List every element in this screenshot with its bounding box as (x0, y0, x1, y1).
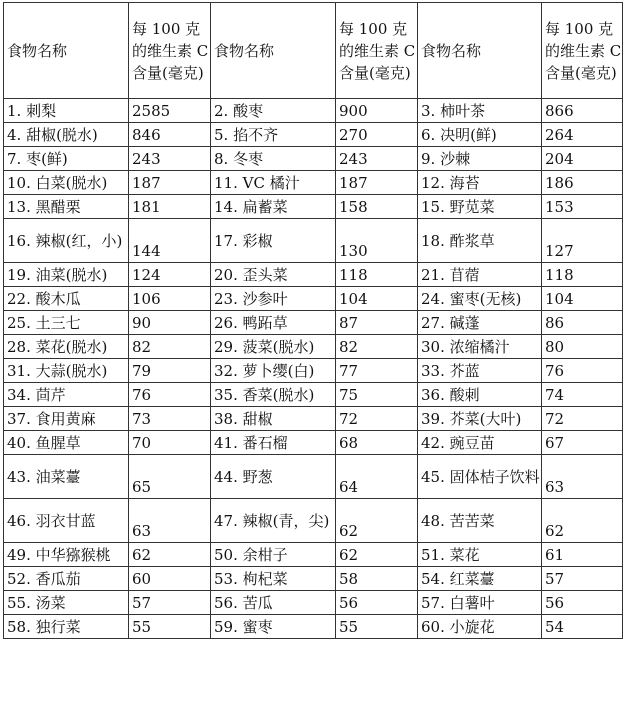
food-name-cell: 46. 羽衣甘蓝 (4, 499, 129, 543)
vitamin-c-value-cell: 144 (129, 219, 211, 263)
vitamin-c-value-cell: 62 (129, 543, 211, 567)
vitamin-c-value-cell: 62 (336, 499, 418, 543)
food-name-cell: 29. 菠菜(脱水) (211, 335, 336, 359)
food-name-cell: 50. 余柑子 (211, 543, 336, 567)
food-name-cell: 1. 刺梨 (4, 99, 129, 123)
vitamin-c-value-cell: 57 (542, 567, 623, 591)
table-row (4, 543, 623, 567)
food-name-cell: 13. 黑醋栗 (4, 195, 129, 219)
food-name-cell: 49. 中华猕猴桃 (4, 543, 129, 567)
food-name-cell: 15. 野苋菜 (418, 195, 542, 219)
vitamin-c-value-cell: 75 (336, 383, 418, 407)
table-row (4, 499, 623, 543)
vitamin-c-value-cell: 54 (542, 615, 623, 639)
food-name-cell: 48. 苦苦菜 (418, 499, 542, 543)
food-name-cell: 37. 食用黄麻 (4, 407, 129, 431)
vitamin-c-value-cell: 62 (336, 543, 418, 567)
table-row (4, 431, 623, 455)
vitamin-c-value-cell: 2585 (129, 99, 211, 123)
vitamin-c-value-cell: 118 (336, 263, 418, 287)
food-name-cell: 34. 茴芹 (4, 383, 129, 407)
vitamin-c-value-cell: 82 (336, 335, 418, 359)
food-name-cell: 40. 鱼腥草 (4, 431, 129, 455)
table-row (4, 263, 623, 287)
header-vitamin-c: 每 100 克的维生素 C 含量(毫克) (129, 3, 211, 99)
vitamin-c-value-cell: 61 (542, 543, 623, 567)
food-name-cell: 22. 酸木瓜 (4, 287, 129, 311)
food-name-cell: 35. 香菜(脱水) (211, 383, 336, 407)
table-row (4, 171, 623, 195)
vitamin-c-value-cell: 846 (129, 123, 211, 147)
vitamin-c-value-cell: 55 (336, 615, 418, 639)
vitamin-c-value-cell: 130 (336, 219, 418, 263)
food-name-cell: 23. 沙参叶 (211, 287, 336, 311)
food-name-cell: 38. 甜椒 (211, 407, 336, 431)
food-name-cell: 21. 苜蓿 (418, 263, 542, 287)
vitamin-c-value-cell: 63 (542, 455, 623, 499)
table-row (4, 615, 623, 639)
vitamin-c-value-cell: 67 (542, 431, 623, 455)
food-name-cell: 7. 枣(鲜) (4, 147, 129, 171)
food-name-cell: 4. 甜椒(脱水) (4, 123, 129, 147)
vitamin-c-value-cell: 86 (542, 311, 623, 335)
header-row (4, 3, 623, 99)
food-name-cell: 57. 白薯叶 (418, 591, 542, 615)
vitamin-c-table (3, 2, 623, 639)
vitamin-c-value-cell: 63 (129, 499, 211, 543)
food-name-cell: 9. 沙棘 (418, 147, 542, 171)
table-row (4, 335, 623, 359)
vitamin-c-value-cell: 74 (542, 383, 623, 407)
vitamin-c-value-cell: 57 (129, 591, 211, 615)
food-name-cell: 5. 掐不齐 (211, 123, 336, 147)
vitamin-c-value-cell: 124 (129, 263, 211, 287)
food-name-cell: 30. 浓缩橘汁 (418, 335, 542, 359)
vitamin-c-value-cell: 104 (336, 287, 418, 311)
food-name-cell: 52. 香瓜茄 (4, 567, 129, 591)
vitamin-c-value-cell: 153 (542, 195, 623, 219)
vitamin-c-value-cell: 80 (542, 335, 623, 359)
vitamin-c-value-cell: 77 (336, 359, 418, 383)
vitamin-c-value-cell: 204 (542, 147, 623, 171)
vitamin-c-value-cell: 127 (542, 219, 623, 263)
vitamin-c-value-cell: 186 (542, 171, 623, 195)
food-name-cell: 19. 油菜(脱水) (4, 263, 129, 287)
food-name-cell: 11. VC 橘汁 (211, 171, 336, 195)
table-row (4, 287, 623, 311)
table-body (4, 99, 623, 639)
vitamin-c-value-cell: 900 (336, 99, 418, 123)
food-name-cell: 27. 碱蓬 (418, 311, 542, 335)
food-name-cell: 60. 小旋花 (418, 615, 542, 639)
vitamin-c-value-cell: 866 (542, 99, 623, 123)
food-name-cell: 2. 酸枣 (211, 99, 336, 123)
vitamin-c-value-cell: 65 (129, 455, 211, 499)
vitamin-c-value-cell: 79 (129, 359, 211, 383)
table-row (4, 99, 623, 123)
table-row (4, 455, 623, 499)
food-name-cell: 44. 野葱 (211, 455, 336, 499)
food-name-cell: 47. 辣椒(青，尖) (211, 499, 336, 543)
header-vitamin-c: 每 100 克的维生素 C 含量(毫克) (542, 3, 623, 99)
header-food-name: 食物名称 (211, 3, 336, 99)
vitamin-c-value-cell: 76 (542, 359, 623, 383)
table-row (4, 219, 623, 263)
food-name-cell: 8. 冬枣 (211, 147, 336, 171)
food-name-cell: 51. 菜花 (418, 543, 542, 567)
food-name-cell: 18. 酢浆草 (418, 219, 542, 263)
vitamin-c-value-cell: 264 (542, 123, 623, 147)
food-name-cell: 3. 柿叶茶 (418, 99, 542, 123)
food-name-cell: 58. 独行菜 (4, 615, 129, 639)
vitamin-c-value-cell: 62 (542, 499, 623, 543)
vitamin-c-value-cell: 118 (542, 263, 623, 287)
vitamin-c-value-cell: 56 (336, 591, 418, 615)
vitamin-c-value-cell: 56 (542, 591, 623, 615)
food-name-cell: 45. 固体桔子饮料 (418, 455, 542, 499)
food-name-cell: 43. 油菜薹 (4, 455, 129, 499)
table-row (4, 359, 623, 383)
vitamin-c-value-cell: 60 (129, 567, 211, 591)
vitamin-c-value-cell: 72 (542, 407, 623, 431)
vitamin-c-value-cell: 70 (129, 431, 211, 455)
vitamin-c-value-cell: 82 (129, 335, 211, 359)
vitamin-c-value-cell: 73 (129, 407, 211, 431)
header-vitamin-c: 每 100 克的维生素 C 含量(毫克) (336, 3, 418, 99)
vitamin-c-value-cell: 55 (129, 615, 211, 639)
food-name-cell: 36. 酸刺 (418, 383, 542, 407)
table-row (4, 311, 623, 335)
vitamin-c-value-cell: 76 (129, 383, 211, 407)
food-name-cell: 56. 苦瓜 (211, 591, 336, 615)
vitamin-c-value-cell: 158 (336, 195, 418, 219)
food-name-cell: 33. 芥蓝 (418, 359, 542, 383)
food-name-cell: 17. 彩椒 (211, 219, 336, 263)
table-row (4, 407, 623, 431)
food-name-cell: 6. 决明(鲜) (418, 123, 542, 147)
food-name-cell: 55. 汤菜 (4, 591, 129, 615)
table-row (4, 147, 623, 171)
vitamin-c-value-cell: 243 (336, 147, 418, 171)
food-name-cell: 31. 大蒜(脱水) (4, 359, 129, 383)
food-name-cell: 24. 蜜枣(无核) (418, 287, 542, 311)
food-name-cell: 14. 扁蓄菜 (211, 195, 336, 219)
food-name-cell: 12. 海苔 (418, 171, 542, 195)
vitamin-c-value-cell: 243 (129, 147, 211, 171)
table-row (4, 591, 623, 615)
food-name-cell: 20. 歪头菜 (211, 263, 336, 287)
table-row (4, 195, 623, 219)
food-name-cell: 54. 红菜薹 (418, 567, 542, 591)
vitamin-c-value-cell: 90 (129, 311, 211, 335)
food-name-cell: 41. 番石榴 (211, 431, 336, 455)
food-name-cell: 53. 枸杞菜 (211, 567, 336, 591)
table-row (4, 383, 623, 407)
food-name-cell: 16. 辣椒(红，小) (4, 219, 129, 263)
vitamin-c-value-cell: 187 (336, 171, 418, 195)
food-name-cell: 39. 芥菜(大叶) (418, 407, 542, 431)
food-name-cell: 25. 土三七 (4, 311, 129, 335)
vitamin-c-value-cell: 187 (129, 171, 211, 195)
vitamin-c-value-cell: 104 (542, 287, 623, 311)
food-name-cell: 26. 鸭跖草 (211, 311, 336, 335)
vitamin-c-value-cell: 72 (336, 407, 418, 431)
food-name-cell: 28. 菜花(脱水) (4, 335, 129, 359)
food-name-cell: 32. 萝卜缨(白) (211, 359, 336, 383)
vitamin-c-value-cell: 58 (336, 567, 418, 591)
vitamin-c-value-cell: 68 (336, 431, 418, 455)
food-name-cell: 10. 白菜(脱水) (4, 171, 129, 195)
table-row (4, 123, 623, 147)
vitamin-c-table-container (3, 2, 623, 639)
food-name-cell: 59. 蜜枣 (211, 615, 336, 639)
vitamin-c-value-cell: 64 (336, 455, 418, 499)
vitamin-c-value-cell: 270 (336, 123, 418, 147)
table-row (4, 567, 623, 591)
vitamin-c-value-cell: 87 (336, 311, 418, 335)
vitamin-c-value-cell: 181 (129, 195, 211, 219)
header-food-name: 食物名称 (4, 3, 129, 99)
vitamin-c-value-cell: 106 (129, 287, 211, 311)
food-name-cell: 42. 豌豆苗 (418, 431, 542, 455)
header-food-name: 食物名称 (418, 3, 542, 99)
